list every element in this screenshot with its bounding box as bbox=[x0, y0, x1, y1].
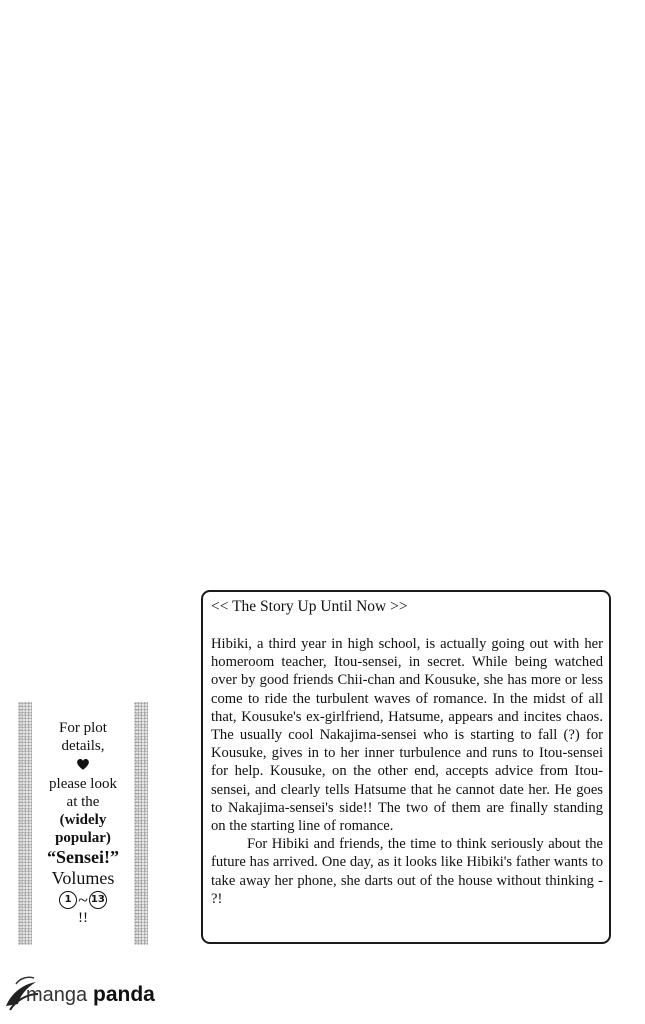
promo-line-volumes: Volumes bbox=[51, 868, 115, 888]
watermark-text-manga: manga bbox=[26, 984, 88, 1006]
screentone-strip-right bbox=[134, 702, 148, 945]
promo-line-2: details, bbox=[61, 738, 105, 754]
promo-line-1: For plot bbox=[59, 720, 107, 736]
mangapanda-watermark bbox=[2, 970, 177, 1014]
volume-range-tilde: ~ bbox=[78, 889, 88, 910]
story-paragraph-2: For Hibiki and friends, the time to think seriously about the future has arrived. One day, as it looks like Hibiki's father wants to take away her phone, she darts out of the house without thinking - ?! bbox=[211, 836, 603, 907]
promo-line-exclaim: !! bbox=[78, 910, 88, 926]
screentone-strip-left bbox=[18, 702, 32, 945]
volume-range bbox=[32, 890, 134, 909]
promo-line-4: at the bbox=[66, 794, 100, 810]
heart-line bbox=[32, 755, 134, 775]
watermark-text-panda: panda bbox=[93, 983, 155, 1006]
promo-line-6: popular) bbox=[55, 830, 111, 846]
promo-line-5: (widely bbox=[59, 812, 107, 828]
promo-column bbox=[18, 702, 148, 945]
promo-line-3: please look bbox=[49, 776, 117, 792]
story-paragraph-1: Hibiki, a third year in high school, is actually going out with her homeroom teacher, Itou-sensei, in secret. While being watched over by good friends Chii-chan and Kousuke, she has more or less come to ride the turbulent waves of romance. In the midst of all that, Kousuke's ex-girlfriend, Hatsume, appears and incites chaos. The usually cool Nakajima-sensei who is starting to fall (?) for Kousuke, gives in to her inner turbulence and runs to Itou-sensei for help. Kousuke, on the other end, accepts advice from Itou-sensei, and clearly tells Hatsume that he cannot date her. He goes to Nakajima-sensei's side!! The two of them are finally standing on the starting line of romance. bbox=[211, 636, 603, 835]
promo-text bbox=[32, 719, 134, 927]
volume-end-circle: 13 bbox=[89, 891, 107, 909]
story-summary-box bbox=[201, 590, 611, 944]
promo-title-sensei: “Sensei!” bbox=[47, 847, 119, 867]
story-heading: << The Story Up Until Now >> bbox=[211, 598, 408, 615]
volume-start-circle: 1 bbox=[59, 891, 77, 909]
heart-icon bbox=[77, 758, 90, 771]
